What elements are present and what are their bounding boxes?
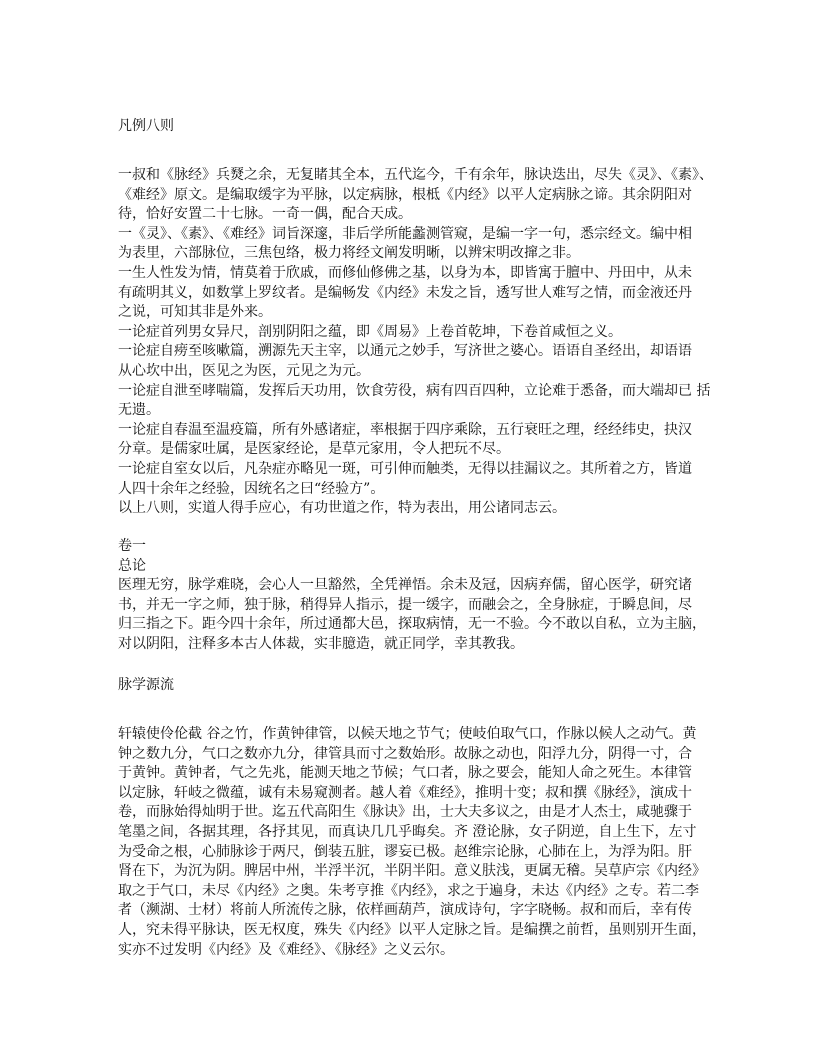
text-line: 分章。是儒家吐属，是医家经论，是草元家用，令人把玩不尽。 xyxy=(118,441,510,458)
text-line: 以定脉，轩岐之微蕴，诚有未易窥测者。越人着《难经》，推明十变；叔和撰《脉经》，演成十 xyxy=(118,784,692,801)
text-line: 一生人性发为情，情莫着于欣戚，而修仙修佛之基，以身为本，即皆寓于膻中、丹田中，从未 xyxy=(118,264,692,281)
text-line: 书，并无一字之师，独于脉，稍得异人指示，提一缓字，而融会之，全身脉症，于瞬息间，尽 xyxy=(118,596,692,613)
text-line: 一《灵》、《素》、《难经》词旨深邃，非后学所能蠡测管窥，是编一字一句，悉宗经文。编中相 xyxy=(118,225,692,242)
yuanliu-body xyxy=(118,725,718,960)
text-line: 待，恰好安置二十七脉。一奇一偶，配合天成。 xyxy=(118,206,412,223)
text-line: 一叔和《脉经》兵燹之余，无复睹其全本，五代迄今，千有余年，脉诀迭出，尽失《灵》、《素》、 xyxy=(118,167,713,183)
text-line: 医理无穷，脉学难晓，会心人一旦豁然，全凭禅悟。余未及冠，因病弃儒，留心医学，研究诸 xyxy=(118,577,692,593)
text-line: 以上八则，实道人得手应心，有功世道之作，特为表出，用公诸同志云。 xyxy=(118,500,566,517)
text-line: 从心坎中出，医见之为医，元见之为元。 xyxy=(118,362,370,379)
section-title: 脉学源流 xyxy=(118,677,174,693)
text-line: 笔墨之间，各据其理，各抒其见，而真诀几几乎晦矣。齐 澄论脉，女子阴逆，自上生下，左寸 xyxy=(118,823,697,840)
section-title: 凡例八则 xyxy=(118,118,174,134)
text-line: 人，究未得平脉诀，医无权度，殊失《内经》以平人定脉之旨。是编撰之前哲，虽则别开生面， xyxy=(118,921,706,938)
text-line: 之说，可知其非是外来。 xyxy=(118,304,272,321)
text-line: 轩辕使伶伦截 谷之竹，作黄钟律管，以候天地之节气；使岐伯取气口，作脉以候人之动气。黄 xyxy=(118,726,697,742)
text-line: 归三指之下。距今四十余年，所过通都大邑，探取病情，无一不验。今不敢以自私，立为主脑， xyxy=(118,616,706,633)
text-line: 一论症自痨至咳嗽篇，溯源先天主宰，以通元之妙手，写济世之婆心。语语自圣经出，却语语 xyxy=(118,343,692,360)
text-line: 卷，而脉始得灿明于世。迄五代高阳生《脉诀》出，士大夫多议之，由是才人杰士，咸驰骤于 xyxy=(118,804,692,821)
section-title: 总论 xyxy=(118,557,146,574)
text-line: 为受命之根，心肺脉诊于两尺，倒装五脏，谬妄已极。赵维宗论脉，心肺在上，为浮为阳。肝 xyxy=(118,843,692,860)
text-line: 钟之数九分，气口之数亦九分，律管具而寸之数始形。故脉之动也，阳浮九分，阴得一寸，合 xyxy=(118,745,692,762)
text-line: 无遗。 xyxy=(118,402,160,419)
text-line: 一论症自泄至哮喘篇，发挥后天功用，饮食劳役，病有四百四种，立论难于悉备，而大端却已 括 xyxy=(118,382,711,399)
volume-heading xyxy=(118,537,718,576)
volume-label: 卷一 xyxy=(118,538,146,554)
fanli-heading xyxy=(118,117,718,137)
fanli-body xyxy=(118,166,718,519)
text-line: 一论症自春温至温疫篇，所有外感诸症，率根据于四序乘除，五行衰旺之理，经经纬史，抉汉 xyxy=(118,421,692,438)
text-line: 一论症自室女以后，凡杂症亦略见一斑，可引伸而触类，无得以挂漏议之。其所着之方，皆道 xyxy=(118,460,692,477)
text-line: 于黄钟。黄钟者，气之先兆，能测天地之节候；气口者，脉之要会，能知人命之死生。本律管 xyxy=(118,765,692,782)
text-line: 一论症首列男女异尺，剖别阴阳之蕴，即《周易》上卷首乾坤，下卷首咸恒之义。 xyxy=(118,323,622,340)
text-line: 人四十余年之经验，因统名之曰“经验方”。 xyxy=(118,480,385,497)
text-line: 取之于气口，未尽《内经》之奥。朱考亨推《内经》，求之于遍身，未达《内经》之专。若二李 xyxy=(118,882,699,899)
text-line: 《难经》原文。是编取缓字为平脉，以定病脉，根柢《内经》以平人定病脉之谛。其余阴阳对 xyxy=(118,186,692,203)
yuanliu-heading xyxy=(118,676,718,696)
text-line: 实亦不过发明《内经》及《难经》、《脉经》之义云尔。 xyxy=(118,941,454,958)
text-line: 对以阴阳，注释多本古人体裁，实非臆造，就正同学，幸其教我。 xyxy=(118,635,524,652)
zonglun-body xyxy=(118,576,718,654)
text-line: 者（濒湖、士材）将前人所流传之脉，依样画葫芦，演成诗句，字字晓畅。叔和而后，幸有传 xyxy=(118,902,692,919)
text-line: 肾在下，为沉为阴。脾居中州，半浮半沉，半阴半阳。意义肤浅，更属无稽。吴草庐宗《内经》 xyxy=(118,863,706,880)
text-line: 为表里，六部脉位，三焦包络，极力将经文阐发明晰，以辨宋明改撺之非。 xyxy=(118,245,580,262)
text-line: 有疏明其义，如数掌上罗纹者。是编畅发《内经》未发之旨，透写世人难写之情，而金液还丹 xyxy=(118,284,692,301)
